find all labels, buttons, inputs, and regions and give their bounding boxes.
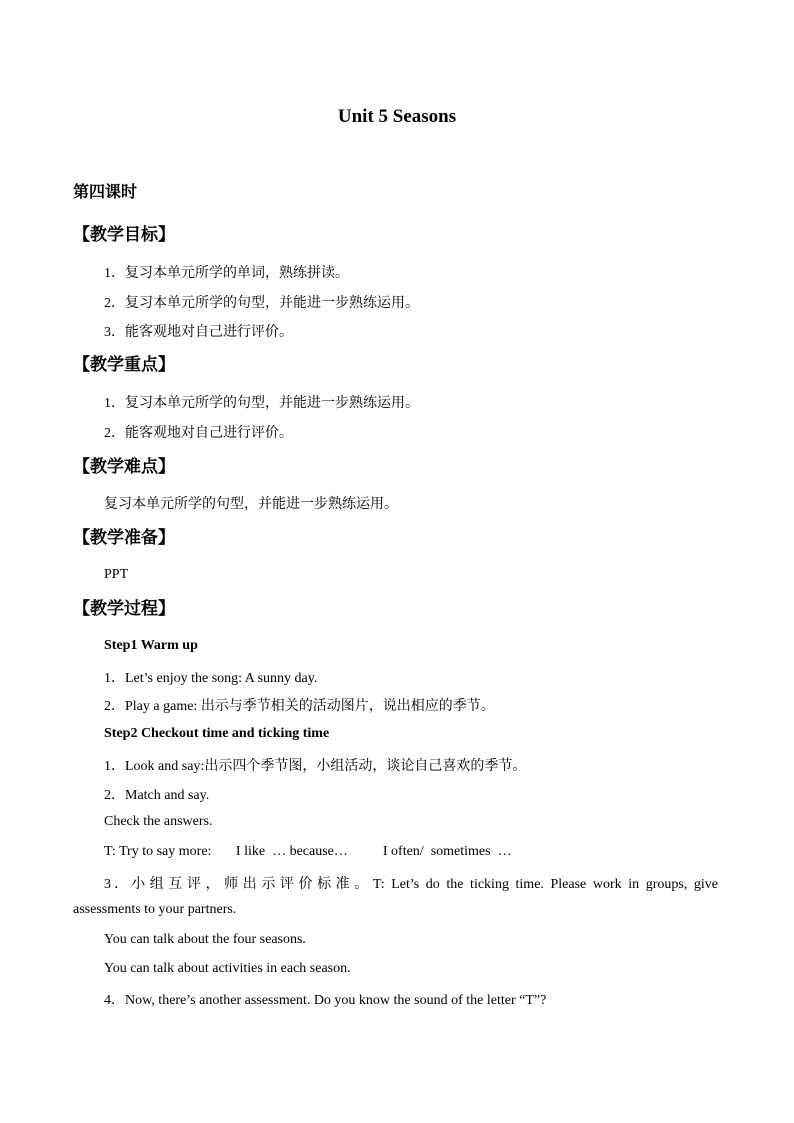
check-answers: Check the answers. [104,814,213,829]
item-text: 复习本单元所学的句型，并能进一步熟练运用。 [125,395,419,411]
step2-item-2: 2．Match and say. [104,788,210,803]
item-number: 2． [104,296,125,311]
objectives-heading: 【教学目标】 [73,225,175,245]
preparation-heading: 【教学准备】 [73,528,175,548]
item-number: 1． [104,396,125,411]
item-en: 1．Look and say: [104,759,205,774]
talk-line-2: You can talk about activities in each season. [104,961,351,976]
item-en: T: Let’s do the ticking time. Please work in groups, give [372,877,719,892]
page-title: Unit 5 Seasons [337,106,457,127]
item-text: 能客观地对自己进行评价。 [125,324,293,340]
step1-item-2 [104,695,495,715]
item-en: 2．Play a game: [104,699,201,714]
item-zh: 小组互评，师出示评价标准。 [131,876,373,892]
item-number: 3． [104,877,132,892]
step2-item-3 [104,873,718,893]
try-to-say-more: T: Try to say more: I like … because… I often/ sometimes … [104,844,512,859]
key-point-item [104,422,293,442]
step2-item-3-continuation: assessments to your partners. [73,902,237,917]
item-text: 复习本单元所学的句型，并能进一步熟练运用。 [125,295,419,311]
step2-item-4: 4．Now, there’s another assessment. Do you know the sound of the letter “T”? [104,993,547,1008]
item-zh: 出示与季节相关的活动图片，说出相应的季节。 [200,698,495,714]
step1-title: Step1 Warm up [104,638,198,653]
objective-item [104,321,293,341]
item-text: 复习本单元所学的单词，熟练拼读。 [125,265,349,281]
key-points-heading: 【教学重点】 [73,355,175,375]
item-number: 1． [104,266,125,281]
objective-item [104,292,419,312]
process-heading: 【教学过程】 [73,599,175,619]
objective-item [104,262,349,282]
preparation-text: PPT [104,567,129,582]
step2-item-1 [104,755,526,775]
difficulties-text: 复习本单元所学的句型，并能进一步熟练运用。 [104,496,398,512]
item-text: 能客观地对自己进行评价。 [125,425,293,441]
step1-item-1: 1．Let’s enjoy the song: A sunny day. [104,671,318,686]
difficulties-heading: 【教学难点】 [73,457,175,477]
talk-line-1: You can talk about the four seasons. [104,932,306,947]
lesson-label: 第四课时 [73,182,138,201]
item-zh: 出示四个季节图，小组活动，谈论自己喜欢的季节。 [204,758,527,774]
key-point-item [104,392,419,412]
item-number: 2． [104,426,125,441]
item-number: 3． [104,325,125,340]
step2-title: Step2 Checkout time and ticking time [104,726,330,741]
